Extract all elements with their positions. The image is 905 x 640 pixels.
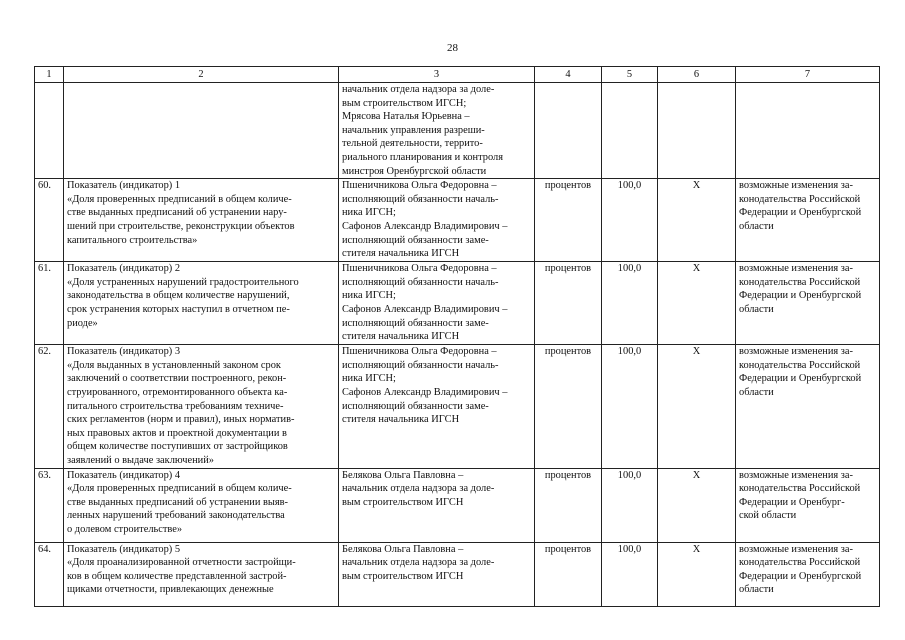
risk-note (736, 262, 880, 345)
risk-note-line: конодательства Российской (739, 276, 861, 288)
target-value: 100,0 (602, 542, 658, 606)
responsible-persons-line: вым строительством ИГСН (342, 496, 464, 508)
indicator-name-line: ских регламентов (норм и правил), иных норматив- (67, 414, 295, 426)
responsible-persons-line: Пшеничникова Ольга Федоровна – (342, 180, 497, 192)
risk-note-line: Федерации и Оренбургской (739, 570, 862, 582)
risk-note-line: конодательства Российской (739, 483, 861, 495)
indicator-name-line: струированного, отремонтированного объекта ка- (67, 386, 288, 398)
table-row (35, 83, 880, 179)
responsible-persons-line: исполняющий обязанности заме- (342, 317, 489, 329)
indicator-name-line: ленных нарушений требований законодательства (67, 510, 285, 522)
target-value: 100,0 (602, 179, 658, 262)
risk-note-line: Федерации и Оренбургской (739, 373, 862, 385)
row-number: 64. (35, 542, 64, 606)
target-value: 100,0 (602, 468, 658, 542)
column-number-header: 5 (602, 67, 658, 83)
column-number-header: 7 (736, 67, 880, 83)
indicator-name-line: о долевом строительстве» (67, 523, 183, 535)
column-number-header: 1 (35, 67, 64, 83)
risk-note-line: области (739, 220, 774, 232)
responsible-persons-line: ника ИГСН; (342, 290, 396, 302)
table-row (35, 345, 880, 468)
responsible-persons-line: стителя начальника ИГСН (342, 248, 460, 260)
indicator-name-line: Показатель (индикатор) 5 (67, 543, 181, 555)
responsible-persons (339, 83, 535, 179)
indicator-name-line: капитального строительства» (67, 234, 198, 246)
risk-note-line: конодательства Российской (739, 359, 861, 371)
responsible-persons-line: Сафонов Александр Владимирович – (342, 220, 508, 232)
column-number-header: 6 (658, 67, 736, 83)
page-number: 28 (447, 42, 458, 54)
indicator-name (64, 468, 339, 542)
risk-note-line: ской области (739, 510, 797, 522)
table-row (35, 179, 880, 262)
mark-x: Х (658, 542, 736, 606)
row-number: 63. (35, 468, 64, 542)
responsible-persons-line: Сафонов Александр Владимирович – (342, 303, 508, 315)
responsible-persons-line: ника ИГСН; (342, 373, 396, 385)
indicator-name-line: ков в общем количестве представленной застрой- (67, 570, 287, 582)
risk-note-line: возможные изменения за- (739, 543, 853, 555)
indicator-name-line: Показатель (индикатор) 2 (67, 263, 181, 275)
risk-note (736, 83, 880, 179)
row-number: 61. (35, 262, 64, 345)
indicator-name-line: питального строительства требованиям техниче- (67, 400, 284, 412)
responsible-persons-line: исполняющий обязанности началь- (342, 276, 499, 288)
table-row (35, 262, 880, 345)
risk-note-line: области (739, 303, 774, 315)
target-value: 100,0 (602, 345, 658, 468)
risk-note (736, 468, 880, 542)
responsible-persons (339, 542, 535, 606)
indicator-name-line: срок устранения которых наступил в отчетном пе- (67, 303, 290, 315)
column-number-header: 3 (339, 67, 535, 83)
indicator-name-line: «Доля выданных в установленный законом срок (67, 359, 281, 371)
row-number: 62. (35, 345, 64, 468)
responsible-persons-line: Пшеничникова Ольга Федоровна – (342, 346, 497, 358)
indicator-name-line: «Доля проверенных предписаний в общем количе- (67, 483, 292, 495)
table-row (35, 542, 880, 606)
indicator-name-line: общем количестве поступивших от застройщиков (67, 441, 288, 453)
indicator-name-line: стве выданных предписаний об устранении нару- (67, 207, 287, 219)
risk-note-line: возможные изменения за- (739, 180, 853, 192)
indicator-name-line: Показатель (индикатор) 3 (67, 346, 181, 358)
indicator-name-line: Показатель (индикатор) 4 (67, 469, 181, 481)
risk-note (736, 345, 880, 468)
risk-note-line: возможные изменения за- (739, 346, 853, 358)
mark-x: Х (658, 179, 736, 262)
responsible-persons-line: тельной деятельности, террито- (342, 138, 483, 150)
target-value (602, 83, 658, 179)
responsible-persons-line: Пшеничникова Ольга Федоровна – (342, 263, 497, 275)
indicator-name-line: «Доля проверенных предписаний в общем количе- (67, 193, 292, 205)
responsible-persons-line: минстроя Оренбургской области (342, 165, 487, 177)
risk-note (736, 542, 880, 606)
risk-note-line: Федерации и Оренбургской (739, 290, 862, 302)
unit-of-measure (535, 83, 602, 179)
indicator-name-line: щиками отчетности, привлекающих денежные (67, 584, 274, 596)
risk-note-line: области (739, 584, 774, 596)
column-number-header: 4 (535, 67, 602, 83)
mark-x: Х (658, 345, 736, 468)
indicator-name (64, 262, 339, 345)
responsible-persons-line: начальник отдела надзора за доле- (342, 557, 495, 569)
responsible-persons-line: вым строительством ИГСН (342, 570, 464, 582)
responsible-persons (339, 345, 535, 468)
indicator-name-line: риоде» (67, 317, 98, 329)
indicator-name-line: «Доля устраненных нарушений градостроительного (67, 276, 299, 288)
responsible-persons-line: начальник управления разреши- (342, 124, 485, 136)
responsible-persons (339, 262, 535, 345)
responsible-persons-line: начальник отдела надзора за доле- (342, 84, 495, 95)
indicator-name (64, 345, 339, 468)
unit-of-measure: процентов (535, 345, 602, 468)
indicator-name (64, 83, 339, 179)
mark-x: Х (658, 468, 736, 542)
indicator-name-line: шений при строительстве, реконструкции объектов (67, 220, 295, 232)
table-header-row (35, 67, 880, 83)
indicator-name-line: стве выданных предписаний об устранении выяв- (67, 496, 289, 508)
target-value: 100,0 (602, 262, 658, 345)
indicator-name (64, 179, 339, 262)
indicator-name-line: законодательства в общем количестве нарушений, (67, 290, 290, 302)
responsible-persons-line: исполняющий обязанности началь- (342, 359, 499, 371)
table-row (35, 468, 880, 542)
indicators-table (34, 66, 880, 607)
indicator-name-line: Показатель (индикатор) 1 (67, 180, 181, 192)
mark-x: Х (658, 262, 736, 345)
indicator-name-line: «Доля проанализированной отчетности застройщи- (67, 557, 296, 569)
responsible-persons-line: стителя начальника ИГСН (342, 414, 460, 426)
responsible-persons-line: начальник отдела надзора за доле- (342, 483, 495, 495)
unit-of-measure: процентов (535, 468, 602, 542)
responsible-persons-line: исполняющий обязанности началь- (342, 193, 499, 205)
indicator-name (64, 542, 339, 606)
responsible-persons-line: стителя начальника ИГСН (342, 331, 460, 343)
responsible-persons-line: исполняющий обязанности заме- (342, 400, 489, 412)
responsible-persons-line: ника ИГСН; (342, 207, 396, 219)
risk-note-line: области (739, 386, 774, 398)
responsible-persons-line: риального планирования и контроля (342, 151, 504, 163)
responsible-persons-line: Белякова Ольга Павловна – (342, 469, 464, 481)
responsible-persons-line: Белякова Ольга Павловна – (342, 543, 464, 555)
risk-note-line: возможные изменения за- (739, 263, 853, 275)
risk-note-line: конодательства Российской (739, 557, 861, 569)
unit-of-measure: процентов (535, 179, 602, 262)
responsible-persons-line: Мрясова Наталья Юрьевна – (342, 111, 470, 123)
risk-note-line: возможные изменения за- (739, 469, 853, 481)
mark-x (658, 83, 736, 179)
unit-of-measure: процентов (535, 542, 602, 606)
row-number (35, 83, 64, 179)
unit-of-measure: процентов (535, 262, 602, 345)
responsible-persons-line: Сафонов Александр Владимирович – (342, 386, 508, 398)
indicator-name-line: заключений о соответствии построенного, рекон- (67, 373, 287, 385)
risk-note-line: Федерации и Оренбургской (739, 207, 862, 219)
row-number: 60. (35, 179, 64, 262)
risk-note (736, 179, 880, 262)
responsible-persons (339, 179, 535, 262)
indicator-name-line: заявлений о выдаче заключений» (67, 454, 214, 466)
responsible-persons (339, 468, 535, 542)
risk-note-line: Федерации и Оренбург- (739, 496, 845, 508)
risk-note-line: конодательства Российской (739, 193, 861, 205)
indicator-name-line: ных правовых актов и проектной документации в (67, 427, 287, 439)
column-number-header: 2 (64, 67, 339, 83)
responsible-persons-line: исполняющий обязанности заме- (342, 234, 489, 246)
responsible-persons-line: вым строительством ИГСН; (342, 97, 467, 109)
